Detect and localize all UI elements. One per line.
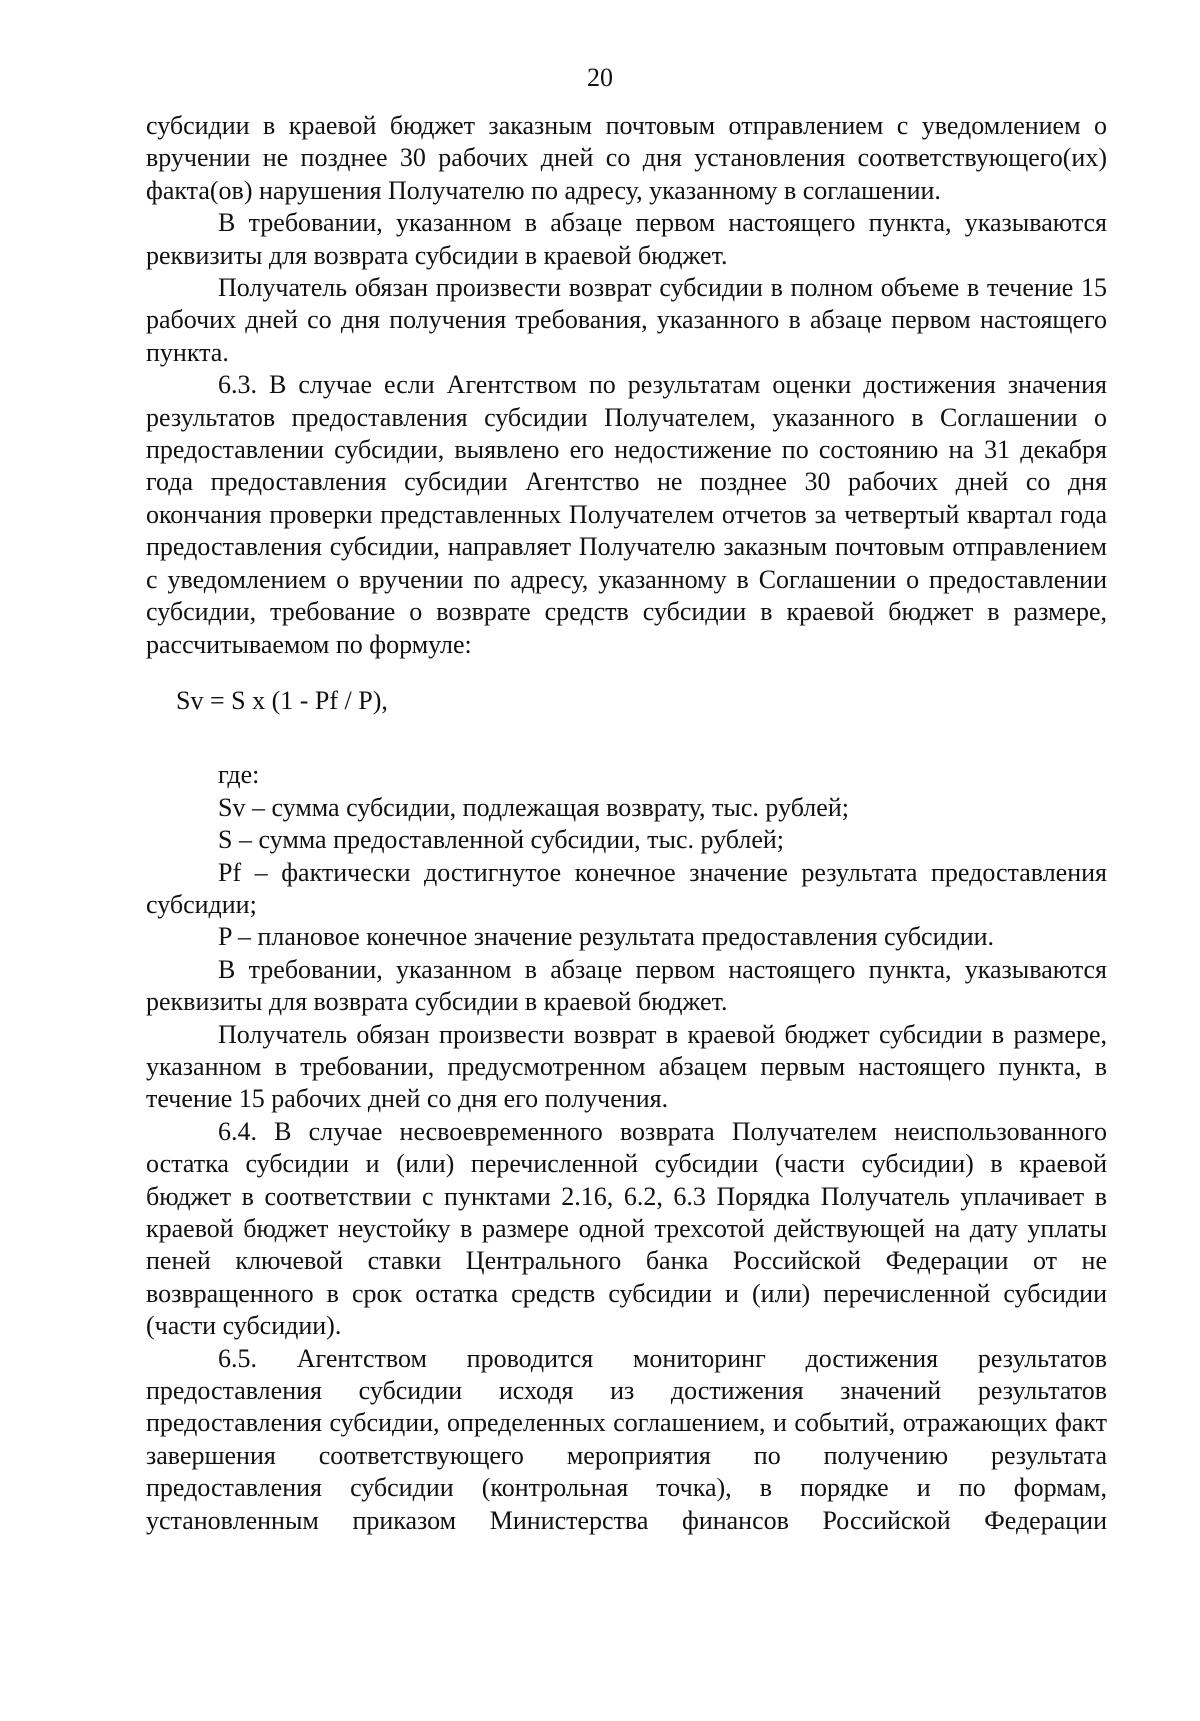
paragraph-6-3: 6.3. В случае если Агентством по результатам оценки достижения значения результатов предоставления субсидии Получателем, указанного в Соглашении о предоставлении субсидии, выявлено его недостижение по состоянию на 31 декабря года предоставления субсидии Агентство не позднее 30 рабочих дней со дня окончания проверки представленных Получателем отчетов за четвертый квартал года предоставления субсидии, направляет Получателю заказным почтовым отправлением с уведомлением о вручении по адресу, указанному в Соглашении о предоставлении субсидии, требование о возврате средств субсидии в краевой бюджет в размере, рассчитываемом по формуле: xyxy=(146,370,1107,659)
paragraph-requisites: В требовании, указанном в абзаце первом настоящего пункта, указываются реквизиты для возврата субсидии в краевой бюджет. xyxy=(146,208,1107,270)
definition-s: S – сумма предоставленной субсидии, тыс. рублей; xyxy=(218,825,785,855)
paragraph-6-5: 6.5. Агентством проводится мониторинг достижения результатов предоставления субсидии исходя из достижения значений результатов предоставления субсидии, определенных соглашением, и событий, отражающих факт завершения соответствующего мероприятия по получению результата предоставления субсидии (контрольная точка), в порядке и по формам, установленным приказом Министерства финансов Российской Федерации xyxy=(146,1343,1107,1535)
formula: Sv = S x (1 - Pf / P), xyxy=(176,685,388,715)
definition-pf: Pf – фактически достигнутое конечное значение результата предоставления субсидии; xyxy=(146,857,1107,919)
page-number: 20 xyxy=(587,63,613,92)
paragraph-return-obligation: Получатель обязан произвести возврат субсидии в полном объеме в течение 15 рабочих дней со дня получения требования, указанного в абзаце первом настоящего пункта. xyxy=(146,273,1107,367)
definition-sv: Sv – сумма субсидии, подлежащая возврату, тыс. рублей; xyxy=(218,792,849,822)
paragraph-6-4: 6.4. В случае несвоевременного возврата Получателем неиспользованного остатка субсидии и (или) перечисленной субсидии (части субсидии) в краевой бюджет в соответствии с пунктами 2.16, 6.2, 6.3 Порядка Получатель уплачивает в краевой бюджет неустойку в размере одной трехсотой действующей на дату уплаты пеней ключевой ставки Центрального банка Российской Федерации от не возвращенного в срок остатка средств субсидии и (или) перечисленной субсидии (части субсидии). xyxy=(146,1116,1107,1341)
paragraph-return-obligation-2: Получатель обязан произвести возврат в краевой бюджет субсидии в размере, указанном в требовании, предусмотренном абзацем первым настоящего пункта, в течение 15 рабочих дней со дня его получения. xyxy=(146,1019,1107,1114)
definition-p: P – плановое конечное значение результата предоставления субсидии. xyxy=(218,922,995,952)
paragraph-continuation: субсидии в краевой бюджет заказным почтовым отправлением с уведомлением о вручении не позднее 30 рабочих дней со дня установления соответствующего(их) факта(ов) нарушения Получателю по адресу, указанному в соглашении. xyxy=(146,111,1107,205)
paragraph-requisites-2: В требовании, указанном в абзаце первом настоящего пункта, указываются реквизиты для возврата субсидии в краевой бюджет. xyxy=(146,954,1107,1017)
where-label: где: xyxy=(218,760,260,790)
document-body xyxy=(146,110,1107,1537)
